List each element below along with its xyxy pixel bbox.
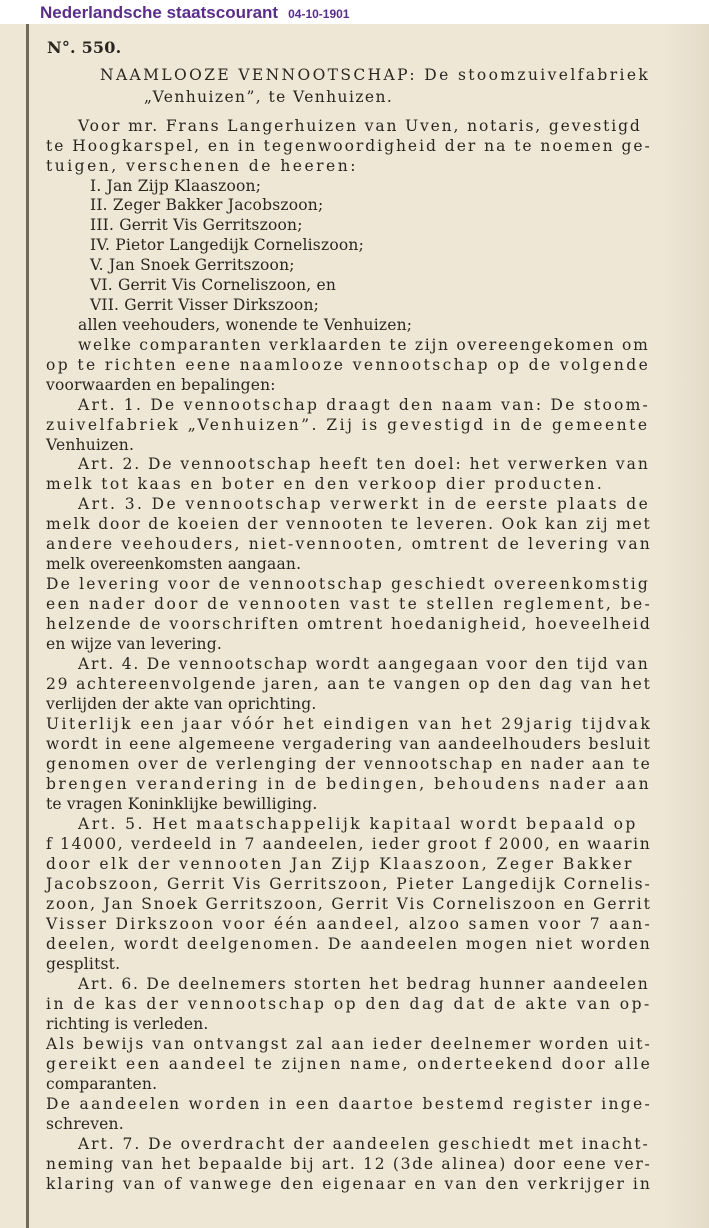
text-line: richting is verleden. <box>46 1015 209 1033</box>
text-line: Als bewijs van ontvangst zal aan ieder deelnemer worden uit- <box>46 1035 652 1053</box>
text-line: V. Jan Snoek Gerritszoon; <box>90 256 295 274</box>
text-line: wordt in eene algemeene vergadering van aandeelhouders besluit <box>46 735 652 753</box>
text-line: zoon, Jan Snoek Gerritszoon, Gerrit Vis Corneliszoon en Gerrit <box>46 895 652 913</box>
text-line: en wijze van levering. <box>46 635 222 653</box>
text-line: VI. Gerrit Vis Corneliszoon, en <box>90 276 337 294</box>
text-line: zuivelfabriek „Venhuizen”. Zij is gevestigd in de gemeente <box>46 416 650 434</box>
text-line: Venhuizen. <box>46 436 135 454</box>
text-line: helzende de voorschriften omtrent hoedanigheid, hoeveelheid <box>46 615 652 633</box>
text-line: brengen verandering in de bedingen, behoudens nader aan <box>46 775 652 793</box>
text-line: „Venhuizen”, te Venhuizen. <box>144 88 394 106</box>
text-line: IV. Pietor Langedijk Corneliszoon; <box>90 236 364 254</box>
text-line: welke comparanten verklaarden te zijn overeengekomen om <box>78 336 650 354</box>
text-line: in de kas der vennootschap op den dag dat de akte van op- <box>46 995 652 1013</box>
publication-date: 04-10-1901 <box>288 7 350 21</box>
text-line: schreven. <box>46 1115 124 1133</box>
text-line: te vragen Koninklijke bewilliging. <box>46 795 318 813</box>
text-line: gereikt een aandeel te zijnen name, onderteekend door alle <box>46 1055 653 1073</box>
text-line: Voor mr. Frans Langerhuizen van Uven, notaris, gevestigd <box>78 117 642 135</box>
text-line: te Hoogkarspel, en in tegenwoordigheid der na te noemen ge- <box>46 137 652 155</box>
text-line: melk door de koeien der vennooten te leveren. Ook kan zij met <box>46 515 652 533</box>
text-line: melk tot kaas en boter en den verkoop dier producten. <box>46 475 605 493</box>
text-line: 29 achtereenvolgende jaren, aan te vangen op den dag van het <box>46 675 652 693</box>
text-line: een nader door de vennooten vast te stellen reglement, be- <box>46 595 653 613</box>
notice-number: N°. 550. <box>47 38 122 57</box>
text-line: gesplitst. <box>46 955 121 973</box>
text-line: Art. 1. De vennootschap draagt den naam van: De stoom- <box>78 396 651 414</box>
text-line: verlijden der akte van oprichting. <box>46 695 317 713</box>
text-line: II. Zeger Bakker Jacobszoon; <box>90 196 324 214</box>
text-line: andere veehouders, niet-vennooten, omtrent de levering van <box>46 535 653 553</box>
text-line: door elk der vennooten Jan Zijp Klaaszoon, Zeger Bakker <box>46 855 634 873</box>
text-line: neming van het bepaalde bij art. 12 (3de alinea) door eene ver- <box>46 1155 652 1173</box>
text-line: genomen over de verlenging der vennootschap en nader aan te <box>46 755 652 773</box>
text-line: Art. 4. De vennootschap wordt aangegaan voor den tijd van <box>78 655 650 673</box>
page-edge-shade <box>663 24 709 1228</box>
text-line: Art. 6. De deelnemers storten het bedrag hunner aandeelen <box>78 975 650 993</box>
text-line: Art. 5. Het maatschappelijk kapitaal wordt bepaald op <box>78 815 638 833</box>
column-rule <box>26 24 29 1228</box>
publication-header <box>0 0 709 24</box>
text-line: I. Jan Zijp Klaaszoon; <box>90 177 262 195</box>
text-line: NAAMLOOZE VENNOOTSCHAP: De stoomzuivelfabriek <box>100 66 651 84</box>
text-line: De aandeelen worden in een daartoe bestemd register inge- <box>46 1095 653 1113</box>
text-line: tuigen, verschenen de heeren: <box>46 157 358 175</box>
text-line: Visser Dirkszoon voor één aandeel, alzoo samen voor 7 aan- <box>46 915 653 933</box>
text-line: voorwaarden en bepalingen: <box>46 376 276 394</box>
scanned-page <box>0 24 709 1228</box>
text-line: Uiterlijk een jaar vóór het eindigen van het 29jarig tijdvak <box>46 715 653 733</box>
text-line: De levering voor de vennootschap geschiedt overeenkomstig <box>46 575 650 593</box>
text-line: melk overeenkomsten aangaan. <box>46 555 302 573</box>
text-line: Jacobszoon, Gerrit Vis Gerritszoon, Pieter Langedijk Cornelis- <box>46 875 652 893</box>
text-line: allen veehouders, wonende te Venhuizen; <box>78 316 413 334</box>
text-line: comparanten. <box>46 1075 158 1093</box>
text-line: III. Gerrit Vis Gerritszoon; <box>90 216 303 234</box>
text-line: deelen, wordt deelgenomen. De aandeelen mogen niet worden <box>46 935 652 953</box>
text-line: op te richten eene naamlooze vennootschap op de volgende <box>46 356 651 374</box>
text-line: klaring van of vanwege den eigenaar en van den verkrijger in <box>46 1175 652 1193</box>
text-line: Art. 7. De overdracht der aandeelen geschiedt met inacht- <box>78 1135 650 1153</box>
text-line: f 14000, verdeeld in 7 aandeelen, ieder groot f 2000, en waarin <box>46 835 652 853</box>
publication-title: Nederlandsche staatscourant <box>40 3 279 22</box>
text-line: VII. Gerrit Visser Dirkszoon; <box>90 296 320 314</box>
text-line: Art. 3. De vennootschap verwerkt in de eerste plaats de <box>78 495 651 513</box>
text-line: Art. 2. De vennootschap heeft ten doel: het verwerken van <box>78 455 650 473</box>
